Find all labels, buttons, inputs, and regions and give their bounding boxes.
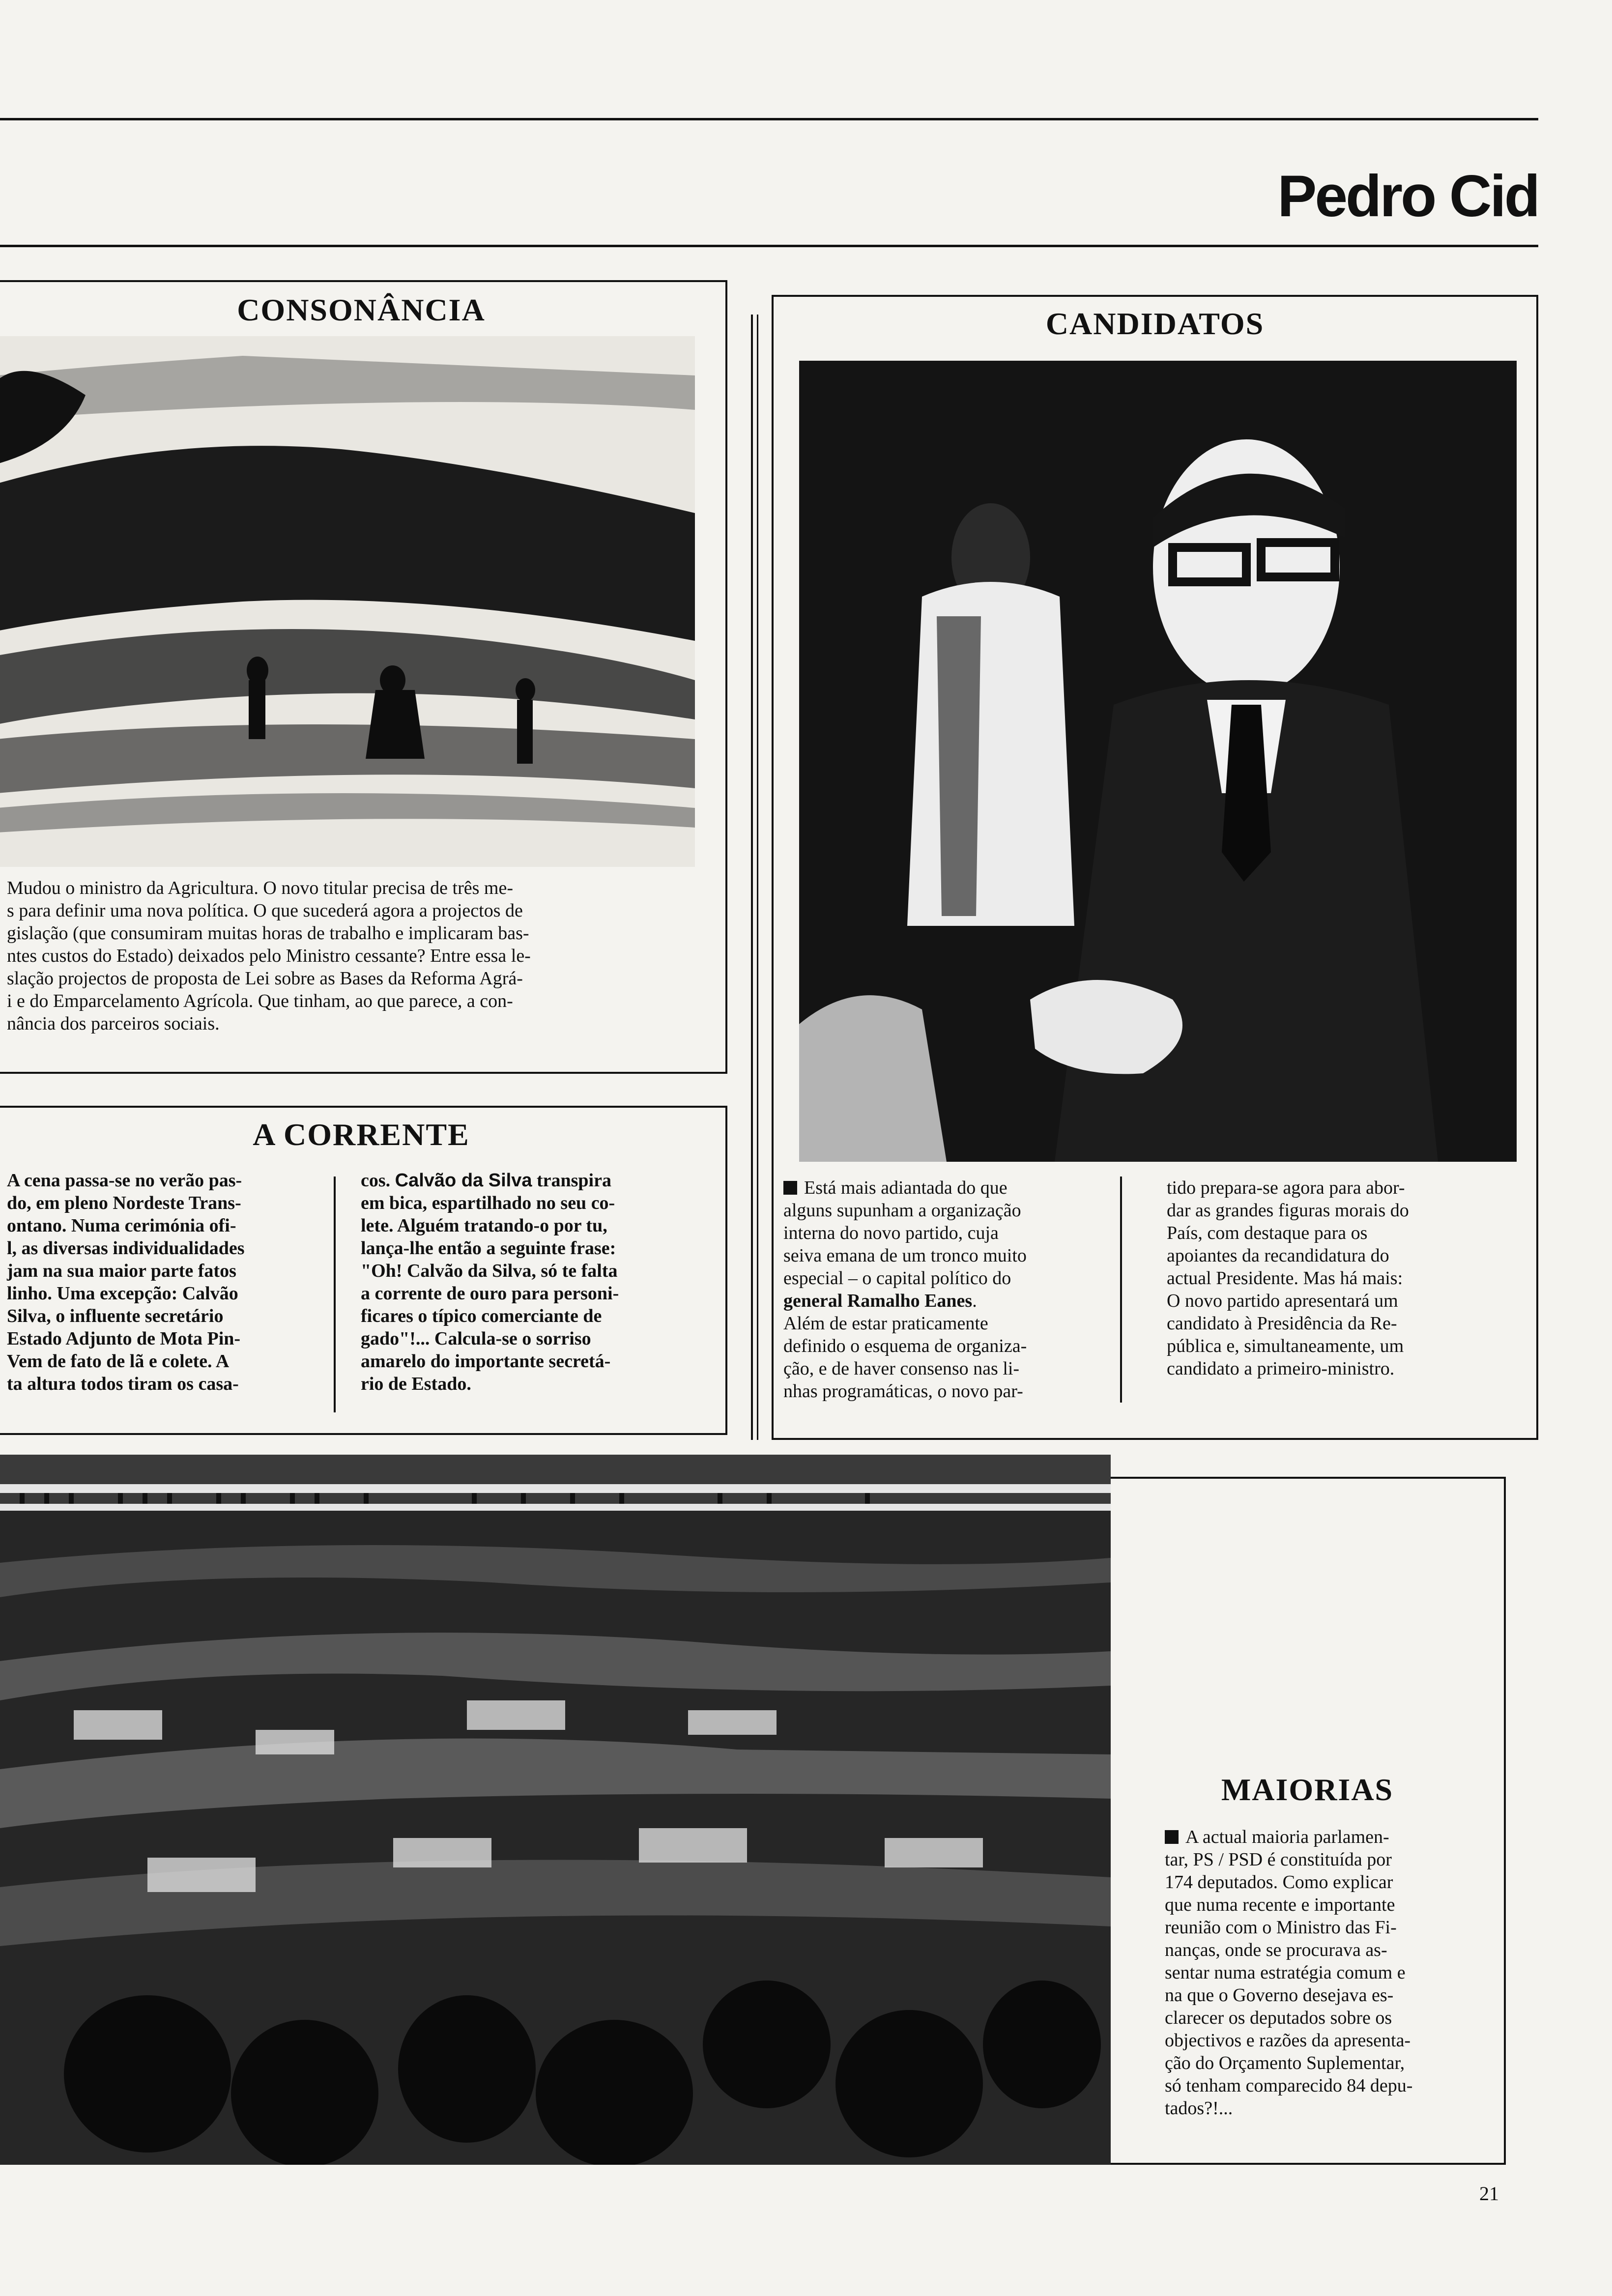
candidatos-title: CANDIDATOS — [1045, 306, 1265, 341]
a-corrente-col2-start: cos. — [361, 1170, 395, 1191]
header-rule — [0, 245, 1538, 247]
candidatos-column-divider — [1120, 1177, 1122, 1403]
parliament-photo — [0, 1455, 1111, 2165]
a-corrente-column-1: A cena passa-se no verão pas- do, em pleno Nordeste Trans- ontano. Numa cerimónia ofi- l, as diversas individualidades jam na sua maior parte fatos linho. Uma excepção: Calvão Silva, o influente secretário Estado Adjunto de Mota Pin- Vem de fato de lã e colete. A ta altura todos tiram os casa- — [7, 1170, 245, 1394]
candidatos-column-1 — [783, 1177, 1108, 1403]
ramalho-eanes-name: general Ramalho Eanes — [783, 1291, 973, 1311]
maiorias-top-rule — [1111, 1477, 1504, 1479]
consonancia-text: Mudou o ministro da Agricultura. O novo titular precisa de três me- s para definir uma nova política. O que sucederá agora a projectos de gislação (que consumiram muitas horas de trabalho e implicaram bas- ntes custos do Estado) deixados pelo Ministro cessante? Entre essa le- slação projectos de proposta de Lei sobre as Bases da Reforma Agrá- i e do Emparcelamento Agrícola. Que tinham, ao que parece, a con- nância dos parceiros sociais. — [7, 878, 531, 1034]
maiorias-right-rule — [1504, 1477, 1506, 2165]
candidatos-col1-start: Está mais adiantada do que alguns supunham a organização interna do novo partido, cuja seiva emana de um tronco muito especial – o capital político do — [783, 1177, 1027, 1289]
consonancia-photo — [0, 336, 695, 867]
column-separator — [751, 315, 753, 1440]
consonancia-title: CONSONÂNCIA — [237, 292, 486, 327]
candidatos-photo — [799, 361, 1517, 1162]
a-corrente-column-2 — [361, 1169, 700, 1395]
author-name: Pedro Cid — [1277, 163, 1538, 229]
consonancia-box — [0, 280, 727, 1074]
top-rule — [0, 118, 1538, 120]
a-corrente-title: A CORRENTE — [253, 1117, 470, 1152]
a-corrente-column-divider — [334, 1177, 336, 1412]
a-corrente-col2-rest: transpira em bica, espartilhado no seu co- lete. Alguém tratando-o por tu, lança-lhe então a seguinte frase: "Oh! Calvão da Silva, só te falta a corrente de ouro para personi- ficares o típico comerciante de gado"!... Calcula-se o sorriso amarelo do importante secretá- rio de Estado. — [361, 1170, 619, 1394]
maiorias-text — [1165, 1826, 1484, 2120]
maiorias-title: MAIORIAS — [1221, 1772, 1394, 1807]
maiorias-text-body: A actual maioria parlamen- tar, PS / PSD é constituída por 174 deputados. Como explicar que numa recente e importante reunião com o Ministro das Fi- nanças, onde se procurava as- sentar numa estratégia comum e na que o Governo desejava es- clarecer os deputados sobre os objectivos e razões da apresenta- ção do Orçamento Suplementar, só tenham comparecido 84 depu- tados?!... — [1165, 1827, 1413, 2119]
bullet-icon — [783, 1181, 797, 1195]
candidatos-box — [772, 295, 1538, 1440]
page-number: 21 — [1479, 2182, 1499, 2205]
candidatos-column-2: tido prepara-se agora para abor- dar as grandes figuras morais do País, com destaque para os apoiantes da recandidatura do actual Presidente. Mas há mais: O novo partido apresentará um candidato à Presidência da Re- pública e, simultaneamente, um candidato a primeiro-ministro. — [1167, 1177, 1409, 1379]
bullet-icon — [1165, 1830, 1179, 1844]
a-corrente-box — [0, 1106, 727, 1435]
candidatos-col1-rest: . Além de estar praticamente definido o esquema de organiza- ção, e de haver consenso nas li- nhas programáticas, o novo par- — [783, 1291, 1027, 1402]
calvao-da-silva-name: Calvão da Silva — [395, 1170, 532, 1191]
maiorias-box — [1111, 1477, 1504, 2165]
column-separator-2 — [757, 315, 758, 1440]
